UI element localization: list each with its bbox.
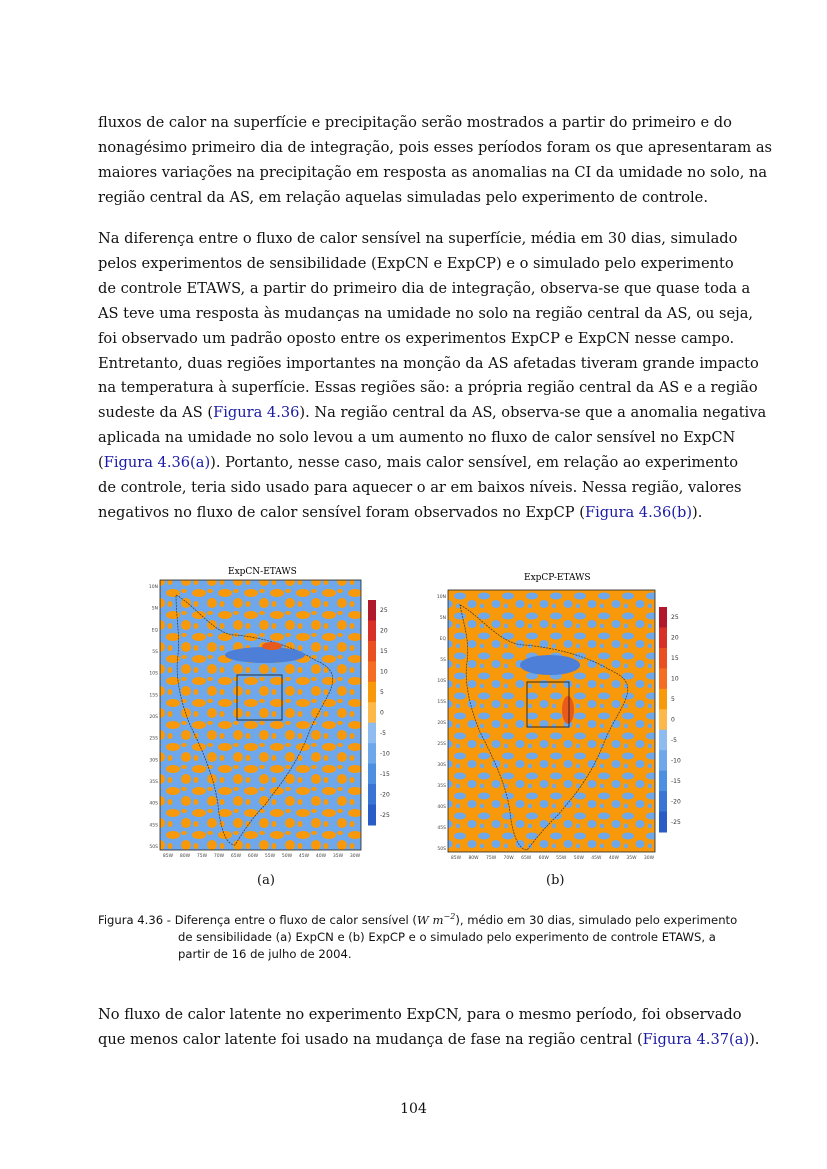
- colorbar-label: 20: [380, 627, 388, 635]
- p1-line-4: região central da AS, em relação aquelas simuladas pelo experimento de controle.: [98, 188, 708, 206]
- colorbar-segment: [368, 805, 376, 826]
- latitude-tick-label: 45S: [149, 823, 158, 829]
- colorbar-segment: [368, 682, 376, 703]
- figure-a-title: ExpCN-ETAWS: [228, 567, 297, 577]
- latitude-tick-label: 20S: [437, 721, 446, 726]
- caption-line-1: [98, 908, 738, 929]
- figure-b-lon-labels: [451, 855, 655, 861]
- colorbar-label: 20: [671, 634, 679, 642]
- colorbar-segment: [659, 627, 667, 648]
- p2-line-3: de controle ETAWS, a partir do primeiro dia de integração, observa-se que quase toda a: [98, 279, 751, 297]
- p1-line-3: maiores variações na precipitação em resposta as anomalias na CI da umidade no solo, na: [98, 163, 768, 181]
- figure-a-lon-labels: [163, 853, 361, 859]
- latitude-tick-label: 30S: [149, 758, 158, 764]
- p2-line-8: [98, 401, 767, 426]
- p2-line-5: foi observado um padrão oposto entre os experimentos ExpCP e ExpCN nesse campo.: [98, 329, 735, 347]
- p2-line-7: na temperatura à superfície. Essas regiões são: a própria região central da AS e a região: [98, 379, 758, 397]
- latitude-tick-label: 5S: [152, 650, 158, 655]
- latitude-tick-label: 25S: [149, 736, 158, 742]
- longitude-tick-label: 30W: [349, 854, 361, 859]
- longitude-tick-label: 30W: [643, 856, 655, 861]
- latitude-tick-label: 15S: [437, 700, 446, 705]
- figure-a-colorbar: [368, 600, 390, 826]
- colorbar-segment: [368, 764, 376, 785]
- p2-line-8-end: ). Na região central da AS, observa-se que a anomalia negativa: [299, 404, 767, 422]
- colorbar-label: -25: [380, 811, 390, 819]
- colorbar-label: -5: [380, 729, 386, 737]
- p2-line-6: Entretanto, duas regiões importantes na monção da AS afetadas tiveram grande impacto: [98, 354, 759, 372]
- longitude-tick-label: 40W: [608, 856, 620, 861]
- longitude-tick-label: 60W: [538, 856, 549, 861]
- longitude-tick-label: 45W: [298, 854, 310, 859]
- colorbar-label: 0: [380, 709, 384, 717]
- caption-line-2: de sensibilidade (a) ExpCN e (b) ExpCP e o simulado pelo experimento de controle ETAWS, a: [178, 929, 716, 944]
- colorbar-label: -20: [380, 791, 390, 799]
- longitude-tick-label: 80W: [468, 856, 479, 861]
- p2-line-12: [98, 501, 730, 526]
- colorbar-segment: [659, 709, 667, 730]
- p3-line-1: No fluxo de calor latente no experimento ExpCN, para o mesmo período, foi observado: [98, 1006, 742, 1023]
- latitude-tick-label: 25S: [437, 742, 446, 747]
- caption-line-1-start: Diferença entre o fluxo de calor sensível (: [174, 912, 417, 927]
- longitude-tick-label: 70W: [503, 856, 514, 861]
- colorbar-segment: [659, 750, 667, 771]
- figure-a-negative-anomaly: [225, 647, 305, 663]
- caption-line-1-end: ), médio em 30 dias, simulado pelo experimento: [455, 912, 738, 927]
- figure-b-lat-labels: [437, 594, 447, 852]
- longitude-tick-label: 55W: [556, 856, 567, 861]
- colorbar-segment: [368, 620, 376, 641]
- colorbar-label: 15: [671, 655, 679, 663]
- colorbar-segment: [368, 600, 376, 621]
- figure-b-subcaption: (b): [546, 873, 565, 888]
- colorbar-segment: [368, 743, 376, 764]
- figure-4-36b-link[interactable]: Figura 4.36(b): [584, 503, 693, 521]
- colorbar-segment: [659, 689, 667, 710]
- p2-line-4: AS teve uma resposta às mudanças na umidade no solo na região central da AS, ou seja,: [98, 304, 754, 322]
- figure-b: [430, 570, 690, 870]
- colorbar-segment: [659, 771, 667, 792]
- figure-a-subcaption: (a): [257, 873, 275, 888]
- latitude-tick-label: 50S: [437, 847, 446, 852]
- latitude-tick-label: 5N: [439, 616, 446, 621]
- p2-line-2: pelos experimentos de sensibilidade (ExpCN e ExpCP) e o simulado pelo experimento: [98, 254, 734, 272]
- colorbar-label: 15: [380, 648, 388, 656]
- latitude-tick-label: 50S: [149, 845, 158, 850]
- longitude-tick-label: 40W: [315, 854, 327, 859]
- figure-b-negative-anomaly: [520, 655, 580, 675]
- p2-line-10: [98, 451, 739, 476]
- colorbar-label: 10: [671, 675, 679, 683]
- caption-line-3: partir de 16 de julho de 2004.: [178, 946, 352, 961]
- colorbar-label: 25: [671, 614, 679, 622]
- colorbar-segment: [659, 812, 667, 833]
- p1-line-2: nonagésimo primeiro dia de integração, pois esses períodos foram os que apresentaram as: [98, 138, 773, 156]
- figure-b-title: ExpCP-ETAWS: [524, 573, 591, 583]
- p2-line-8-start: sudeste da AS (: [98, 404, 214, 422]
- p2-line-1: Na diferença entre o fluxo de calor sensível na superfície, média em 30 dias, simulado: [98, 230, 738, 247]
- figure-a-lat-labels: [149, 584, 159, 850]
- figure-a-map: [140, 565, 390, 860]
- colorbar-segment: [368, 641, 376, 662]
- latitude-tick-label: 20S: [149, 715, 158, 720]
- figure-a: [140, 565, 390, 865]
- longitude-tick-label: 50W: [573, 856, 584, 861]
- colorbar-label: -15: [380, 770, 390, 778]
- longitude-tick-label: 55W: [264, 854, 276, 859]
- figure-b-map: [430, 570, 690, 865]
- colorbar-label: 5: [671, 696, 675, 704]
- p2-line-11: de controle, teria sido usado para aquecer o ar em baixos níveis. Nessa região, valores: [98, 479, 742, 497]
- caption-unit: [417, 913, 455, 927]
- latitude-tick-label: 10N: [148, 585, 158, 590]
- colorbar-segment: [368, 702, 376, 723]
- colorbar-segment: [659, 791, 667, 812]
- colorbar-label: -25: [671, 818, 681, 826]
- p3-line-2-start: que menos calor latente foi usado na mudança de fase na região central (: [98, 1030, 643, 1048]
- longitude-tick-label: 75W: [196, 854, 208, 859]
- p2-line-9: aplicada na umidade no solo levou a um aumento no fluxo de calor sensível no ExpCN: [98, 429, 736, 447]
- figure-4-36-link[interactable]: Figura 4.36: [213, 404, 300, 422]
- latitude-tick-label: 40S: [149, 801, 158, 807]
- figure-4-36a-link[interactable]: Figura 4.36(a): [103, 454, 211, 472]
- latitude-tick-label: 10N: [436, 595, 446, 600]
- longitude-tick-label: 35W: [626, 856, 637, 861]
- p1-line-1: fluxos de calor na superfície e precipitação serão mostrados a partir do primeiro e do: [98, 114, 732, 131]
- latitude-tick-label: 10S: [437, 679, 446, 684]
- colorbar-label: 10: [380, 668, 388, 676]
- p3-line-2-end: ).: [749, 1030, 760, 1048]
- colorbar-label: 5: [380, 689, 384, 697]
- paragraph-3: [98, 1003, 760, 1053]
- colorbar-segment: [368, 723, 376, 744]
- latitude-tick-label: 10S: [149, 671, 158, 677]
- colorbar-label: -10: [671, 757, 681, 765]
- caption-label: Figura 4.36 -: [98, 912, 175, 927]
- colorbar-label: -5: [671, 736, 677, 744]
- latitude-tick-label: 15S: [149, 693, 158, 699]
- colorbar-segment: [659, 607, 667, 628]
- longitude-tick-label: 75W: [485, 856, 497, 861]
- p2-line-10-end: ). Portanto, nesse caso, mais calor sensível, em relação ao experimento: [210, 454, 739, 472]
- longitude-tick-label: 45W: [591, 856, 602, 861]
- colorbar-segment: [659, 730, 667, 751]
- caption-unit-base: W m: [416, 912, 444, 927]
- p3-line-2: [98, 1028, 760, 1053]
- latitude-tick-label: 35S: [437, 784, 446, 789]
- longitude-tick-label: 35W: [332, 854, 344, 859]
- page-number: 104: [400, 1101, 427, 1117]
- longitude-tick-label: 70W: [213, 854, 225, 859]
- longitude-tick-label: 65W: [230, 854, 242, 859]
- latitude-tick-label: 30S: [437, 763, 446, 768]
- figure-b-colorbar: [659, 607, 681, 833]
- figure-b-positive-anomaly: [562, 696, 574, 724]
- latitude-tick-label: 45S: [437, 826, 446, 831]
- figure-4-37a-link[interactable]: Figura 4.37(a): [642, 1030, 750, 1048]
- longitude-tick-label: 80W: [179, 854, 191, 859]
- colorbar-label: -20: [671, 798, 681, 806]
- figure-b-map-field: [448, 590, 655, 852]
- figure-caption: [98, 908, 738, 963]
- paragraph-1: [98, 111, 773, 211]
- colorbar-label: 0: [671, 716, 675, 724]
- p2-line-10-start: (: [98, 454, 104, 472]
- longitude-tick-label: 85W: [162, 854, 174, 859]
- latitude-tick-label: EQ: [439, 637, 446, 642]
- p2-line-12-end: ).: [692, 503, 703, 521]
- colorbar-label: 25: [380, 607, 388, 615]
- p2-line-12-start: negativos no fluxo de calor sensível foram observados no ExpCP (: [98, 503, 585, 521]
- figure-a-positive-anomaly: [262, 642, 282, 650]
- paragraph-2: [98, 227, 767, 526]
- longitude-tick-label: 85W: [450, 856, 462, 861]
- longitude-tick-label: 65W: [521, 856, 532, 861]
- colorbar-segment: [659, 668, 667, 689]
- colorbar-label: -10: [380, 750, 390, 758]
- colorbar-segment: [368, 661, 376, 682]
- colorbar-label: -15: [671, 777, 681, 785]
- colorbar-segment: [659, 648, 667, 669]
- latitude-tick-label: 35S: [149, 780, 158, 785]
- caption-unit-exponent: −2: [443, 912, 456, 921]
- colorbar-segment: [368, 784, 376, 805]
- longitude-tick-label: 60W: [247, 854, 259, 859]
- latitude-tick-label: EQ: [151, 628, 158, 634]
- latitude-tick-label: 5S: [440, 658, 446, 663]
- latitude-tick-label: 40S: [437, 805, 446, 810]
- longitude-tick-label: 50W: [281, 854, 293, 859]
- latitude-tick-label: 5N: [151, 606, 158, 612]
